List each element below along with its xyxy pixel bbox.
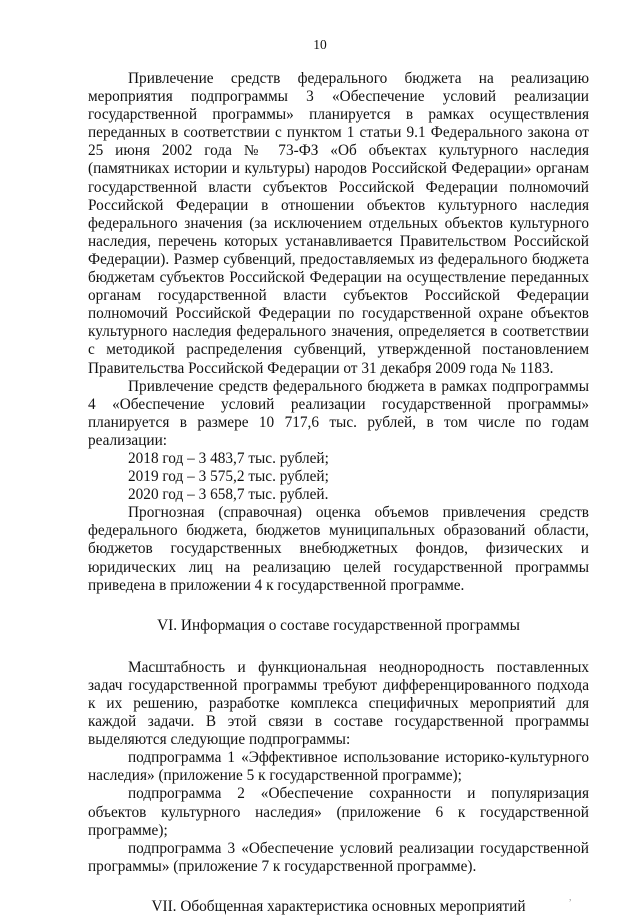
list-item-subprogram-1: подпрограмма 1 «Эффективное использование историко-культурного наследия» (приложение 5 к государственной программе); xyxy=(88,749,589,785)
section-heading-vi: VI. Информация о составе государственной программы xyxy=(157,616,520,634)
year-line-2018: 2018 год – 3 483,7 тыс. рублей; xyxy=(128,449,329,467)
page-number: 10 xyxy=(313,37,327,52)
list-item-subprogram-3: подпрограмма 3 «Обеспечение условий реализации государственной программы» (приложение 7 к государственной программе). xyxy=(88,839,589,875)
paragraph-program-composition: Масштабность и функциональная неоднородность поставленных задач государственной программы требуют дифференцированного подхода к их решению, разработке комплекса специфичных мероприятий для каждой задачи. В этой связи в составе государственной программы выделяются следующие подпрограммы: xyxy=(88,658,589,749)
section-heading-vii: VII. Обобщенная характеристика основных мероприятий xyxy=(151,897,526,915)
list-item-subprogram-2: подпрограмма 2 «Обеспечение сохранности и популяризация объектов культурного наследия» (приложение 6 к государственной программе); xyxy=(88,785,589,839)
document-body xyxy=(88,70,589,916)
scan-mark: , xyxy=(569,892,572,903)
year-line-2019: 2019 год – 3 575,2 тыс. рублей; xyxy=(128,468,329,486)
paragraph-federal-funding-subprogram3: Привлечение средств федерального бюджета на реализацию мероприятия подпрограммы 3 «Обеспечение условий реализации государственной программы» планируется в рамках осуществления переданных в соответствии с пунктом 1 статьи 9.1 Федерального закона от 25 июня 2002 года № 73-ФЗ «Об объектах культурного наследия (памятниках истории и культуры) народов Российской Федерации» органам государственной власти субъектов Российской Федерации полномочий Российской Федерации в отношении объектов культурного наследия федерального значения (за исключением отдельных объектов культурного наследия, перечень которых устанавливается Правительством Российской Федерации). Размер субвенций, предоставляемых из федерального бюджета бюджетам субъектов Российской Федерации на осуществление переданных органам государственной власти субъектов Российской Федерации полномочий Российской Федерации по государственной охране объектов культурного наследия федерального значения, определяется в соответствии с методикой распределения субвенций, утвержденной постановлением Правительства Российской Федерации от 31 декабря 2009 года № 1183. xyxy=(88,70,589,377)
year-line-2020: 2020 год – 3 658,7 тыс. рублей. xyxy=(128,486,329,504)
paragraph-federal-funding-subprogram4: Привлечение средств федерального бюджета в рамках подпрограммы 4 «Обеспечение условий реализации государственной программы» планируется в размере 10 717,6 тыс. рублей, в том числе по годам реализации: xyxy=(88,377,589,449)
paragraph-forecast-estimate: Прогнозная (справочная) оценка объемов привлечения средств федерального бюджета, бюджетов муниципальных образований области, бюджетов государственных внебюджетных фондов, физических и юридических лиц на реализацию целей государственной программы приведена в приложении 4 к государственной программе. xyxy=(88,504,589,594)
